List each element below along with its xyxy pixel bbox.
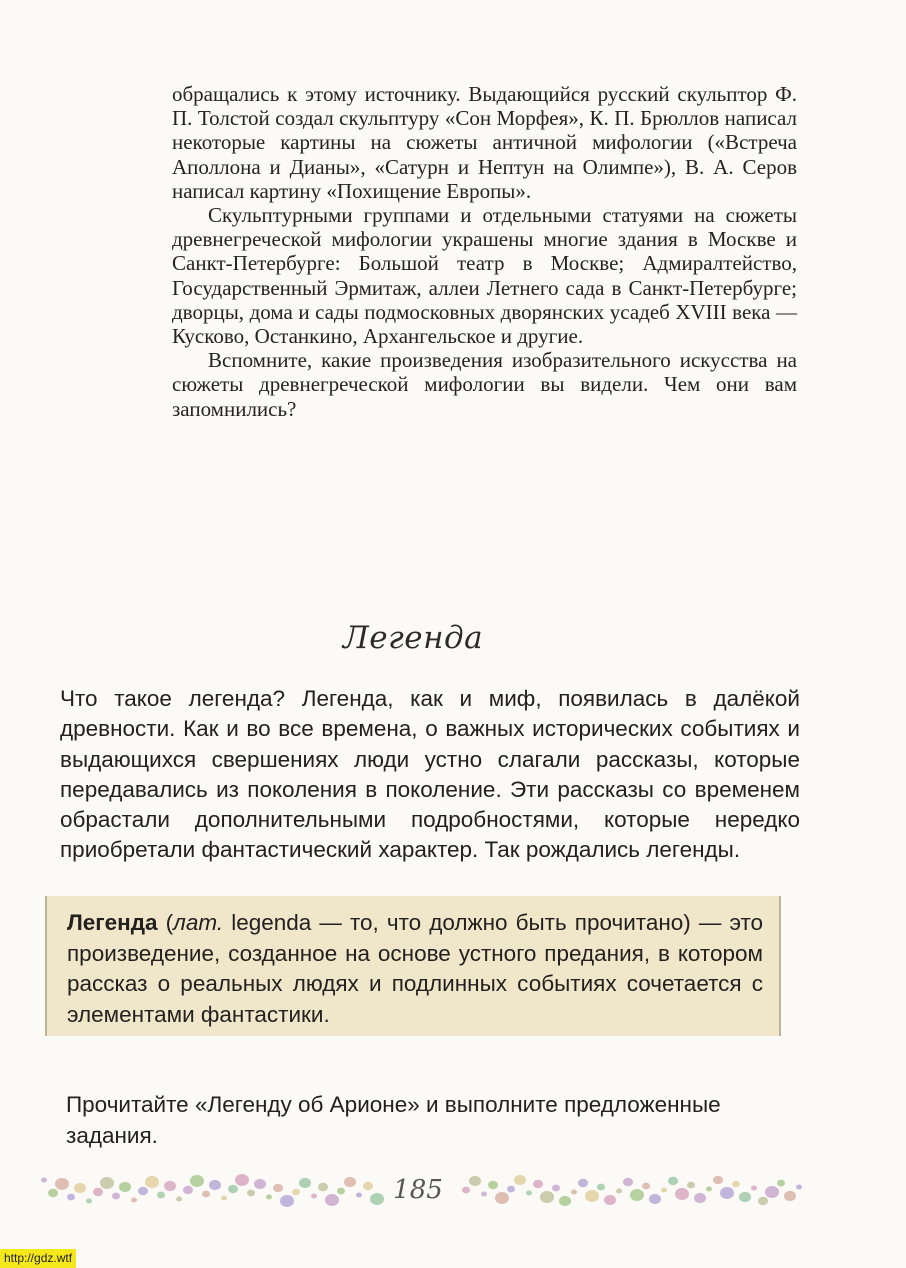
- ornament-dot: [228, 1185, 238, 1194]
- ornament-dot: [552, 1185, 560, 1192]
- ornament-dot: [176, 1196, 182, 1201]
- ornament-dot: [739, 1192, 751, 1202]
- ornament-dot: [585, 1190, 599, 1202]
- ornament-dot: [559, 1196, 571, 1206]
- ornament-dot: [597, 1184, 605, 1191]
- ornament-dot: [235, 1174, 249, 1186]
- ornament-dot: [48, 1189, 58, 1198]
- ornament-dot: [292, 1189, 300, 1196]
- ornament-dot: [571, 1189, 577, 1194]
- ornament-dot: [112, 1193, 120, 1200]
- watermark-link[interactable]: http://gdz.wtf: [0, 1249, 76, 1268]
- definition-paragraph: [67, 908, 763, 1030]
- ornament-dot: [507, 1186, 515, 1193]
- ornament-dot: [642, 1183, 650, 1190]
- ornament-dot: [796, 1184, 802, 1189]
- definition-text: legenda — то, что должно быть прочитано) — это произведение, созданное на основе устного предания, в котором рассказ о реальных людях и подлинных событиях сочетается с элементами фантастики.: [67, 910, 764, 1027]
- ornament-dot: [157, 1192, 165, 1199]
- ornament-dot: [280, 1195, 294, 1207]
- ornament-dot: [55, 1178, 69, 1190]
- ornament-dot: [462, 1187, 470, 1194]
- ornament-dot: [630, 1189, 644, 1201]
- page-number: 185: [393, 1175, 443, 1205]
- paragraph-question: Вспомните, какие произведения изобразительного искусства на сюжеты древнегреческой мифологии вы видели. Чем они вам запомнились?: [172, 348, 797, 421]
- ornament-dot: [100, 1177, 114, 1189]
- ornament-dot: [706, 1186, 712, 1191]
- ornament-dot: [649, 1194, 661, 1204]
- definition-paren: (: [157, 910, 174, 935]
- ornament-dot: [469, 1176, 481, 1186]
- ornament-dot: [202, 1191, 210, 1198]
- ornament-dot: [694, 1193, 706, 1203]
- ornament-dot: [363, 1182, 373, 1191]
- ornament-dot: [604, 1195, 616, 1205]
- ornament-dot: [675, 1188, 689, 1200]
- legend-intro-block: [60, 684, 800, 866]
- ornament-dot: [273, 1184, 283, 1193]
- paragraph-buildings: Скульптурными группами и отдельными статуями на сюжеты древнегреческой мифологии украшены многие здания в Москве и Санкт-Петербурге: Большой театр в Москве; Адмиралтейство, Государственный Эрмитаж, аллеи Летнего сада в Санкт-Петербурге; дворцы, дома и сады подмосковных дворянских усадеб XVIII века — Кусково, Останкино, Архангельское и другие.: [172, 203, 797, 349]
- ornament-dot: [481, 1191, 487, 1196]
- ornament-dot: [668, 1177, 678, 1186]
- ornament-dot: [777, 1180, 785, 1187]
- ornament-dot: [344, 1177, 356, 1187]
- ornament-dot: [74, 1183, 86, 1193]
- section-title: Легенда: [342, 620, 484, 656]
- ornament-dot: [356, 1192, 362, 1197]
- ornament-dot: [266, 1194, 272, 1199]
- definition-box: [45, 896, 781, 1036]
- ornament-dot: [254, 1179, 266, 1189]
- ornament-dot: [131, 1197, 137, 1202]
- top-text-block: [172, 82, 797, 421]
- ornament-dot: [533, 1180, 543, 1189]
- ornament-dot: [299, 1178, 311, 1188]
- ornament-dot: [751, 1185, 757, 1190]
- ornament-dot: [41, 1177, 47, 1182]
- ornament-dot: [67, 1194, 75, 1201]
- ornament-dot: [337, 1188, 345, 1195]
- ornament-dot: [495, 1192, 509, 1204]
- ornament-dot: [526, 1190, 532, 1195]
- ornament-dot: [713, 1176, 723, 1185]
- ornament-dot: [720, 1187, 734, 1199]
- ornament-dot: [164, 1181, 176, 1191]
- ornament-dot: [578, 1179, 588, 1188]
- ornament-dot: [370, 1193, 384, 1205]
- ornament-dot: [488, 1181, 498, 1190]
- ornament-dot: [119, 1182, 131, 1192]
- ornament-dot: [190, 1175, 204, 1187]
- ornament-dot: [687, 1182, 695, 1189]
- ornament-dot: [311, 1193, 317, 1198]
- ornament-dot: [758, 1197, 768, 1206]
- ornament-dot: [318, 1183, 328, 1192]
- task-paragraph: Прочитайте «Легенду об Арионе» и выполните предложенные задания.: [66, 1092, 721, 1148]
- ornament-dot: [138, 1187, 148, 1196]
- task-block: [66, 1090, 806, 1151]
- ornament-dot: [616, 1188, 622, 1193]
- ornament-dot: [623, 1178, 633, 1187]
- ornament-dot: [221, 1195, 227, 1200]
- ornament-dot: [661, 1187, 667, 1192]
- ornament-dot: [325, 1194, 339, 1206]
- ornament-dot: [183, 1186, 193, 1195]
- paragraph-sculpture: обращались к этому источнику. Выдающийся русский скульптор Ф. П. Толстой создал скульптуру «Сон Морфея», К. П. Брюллов написал некоторые картины на сюжеты античной мифологии («Встреча Аполлона и Дианы», «Сатурн и Нептун на Олимпе»), В. А. Серов написал картину «Похищение Европы».: [172, 82, 797, 203]
- ornament-dot: [145, 1176, 159, 1188]
- ornament-dot: [765, 1186, 779, 1198]
- ornament-dot: [93, 1188, 103, 1197]
- ornament-dot: [732, 1181, 740, 1188]
- ornament-dot: [209, 1180, 221, 1190]
- ornament-dot: [784, 1191, 796, 1201]
- ornament-dot: [86, 1198, 92, 1203]
- legend-intro-paragraph: Что такое легенда? Легенда, как и миф, появилась в далёкой древности. Как и во все времена, о важных исторических событиях и выдающихся свершениях люди устно слагали рассказы, которые передавались из поколения в поколение. Эти рассказы со временем обрастали дополнительными подробностями, которые нередко приобретали фантастический характер. Так рождались легенды.: [60, 686, 800, 863]
- definition-lat: лат.: [173, 910, 224, 935]
- ornament-dot: [540, 1191, 554, 1203]
- ornament-dot: [514, 1175, 526, 1185]
- ornament-dot: [247, 1190, 255, 1197]
- definition-term: Легенда: [67, 910, 158, 935]
